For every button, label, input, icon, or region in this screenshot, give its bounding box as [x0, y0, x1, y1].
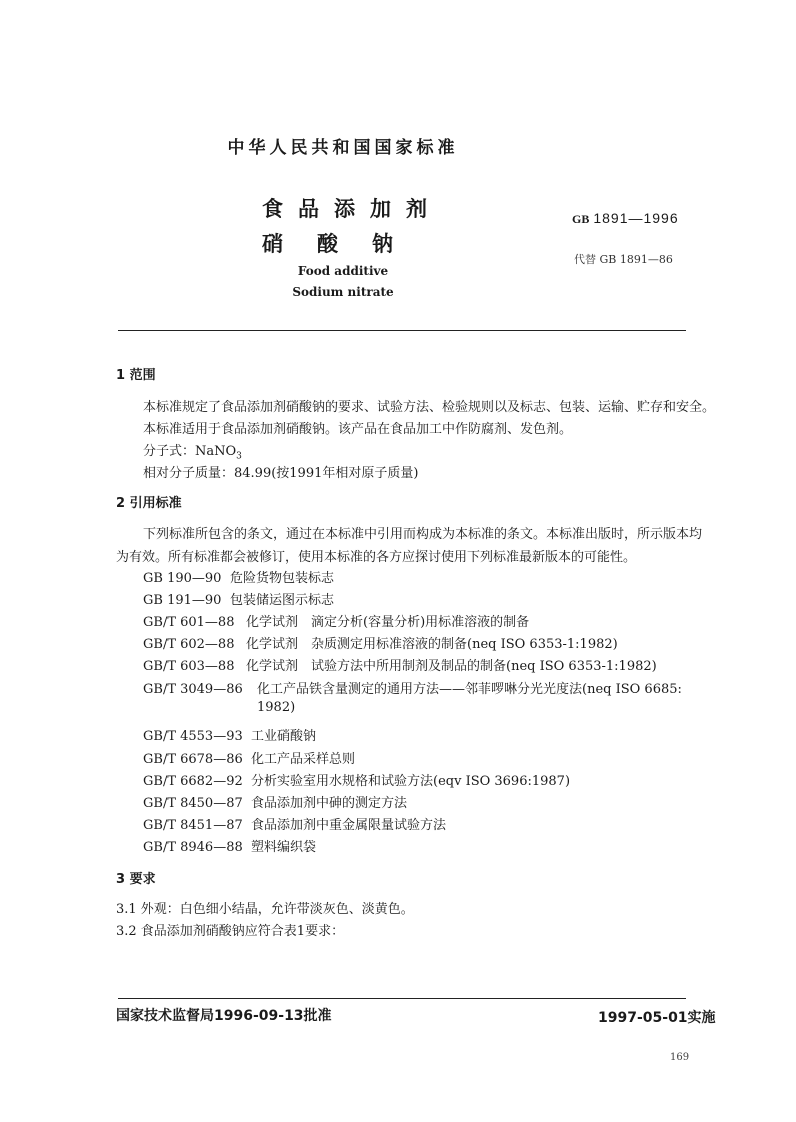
reference-title: 塑料编织袋 — [251, 840, 317, 855]
reference-code: GB/T 3049—86 — [143, 682, 243, 697]
reference-code: GB/T 601—88 — [143, 615, 235, 630]
reference-title: 分析实验室用水规格和试验方法(eqv ISO 3696:1987) — [251, 774, 571, 789]
formula-subscript: 3 — [236, 451, 242, 462]
standard-number-value: 1891—1996 — [593, 210, 679, 226]
section-1-heading: 1 范围 — [116, 368, 156, 383]
title-en-line2: Sodium nitrate — [292, 285, 394, 299]
reference-title: 食品添加剂中重金属限量试验方法 — [251, 818, 447, 833]
reference-code: GB/T 6682—92 — [143, 774, 243, 789]
requirement-3-1: 3.1 外观：白色细小结晶，允许带淡灰色、淡黄色。 — [116, 902, 414, 917]
reference-code: GB/T 8946—88 — [143, 840, 243, 855]
header-divider — [118, 330, 686, 331]
reference-code: GB 190—90 — [143, 571, 222, 586]
reference-item — [143, 678, 682, 697]
section-2-intro-line1: 下列标准所包含的条文，通过在本标准中引用而构成为本标准的条文。本标准出版时，所示版本均 — [143, 527, 703, 542]
reference-code: GB/T 602—88 — [143, 637, 235, 652]
reference-item — [143, 792, 407, 811]
section-3-heading: 3 要求 — [116, 872, 156, 887]
reference-code: GB/T 8450—87 — [143, 796, 243, 811]
molecular-formula — [143, 440, 242, 462]
reference-code: GB 191—90 — [143, 593, 222, 608]
approval-date: 国家技术监督局1996-09-13批准 — [116, 1008, 332, 1024]
reference-code: GB/T 8451—87 — [143, 818, 243, 833]
reference-title: 化工产品铁含量测定的通用方法——邻菲啰啉分光光度法(neq ISO 6685: — [257, 682, 682, 697]
title-cn-line2: 硝酸钠 — [262, 232, 427, 256]
page-number: 169 — [670, 1052, 690, 1063]
reference-title: 化学试剂 试验方法中所用制剂及制品的制备(neq ISO 6353-1:1982) — [246, 659, 657, 674]
reference-code: GB/T 4553—93 — [143, 729, 243, 744]
reference-title: 化学试剂 滴定分析(容量分析)用标准溶液的制备 — [246, 615, 530, 630]
section-1-paragraph-2: 本标准适用于食品添加剂硝酸钠。该产品在食品加工中作防腐剂、发色剂。 — [143, 422, 573, 437]
reference-code: GB/T 6678—86 — [143, 752, 243, 767]
reference-title: 食品添加剂中砷的测定方法 — [251, 796, 408, 811]
formula-label: 分子式：NaNO — [143, 444, 237, 459]
standard-prefix: GB — [572, 212, 590, 226]
reference-item — [143, 814, 446, 833]
reference-item — [143, 611, 529, 630]
title-en-line1: Food additive — [297, 264, 389, 278]
molecular-mass: 相对分子质量：84.99(按1991年相对原子质量) — [143, 466, 419, 481]
reference-title: 化学试剂 杂质测定用标准溶液的制备(neq ISO 6353-1:1982) — [246, 637, 618, 652]
reference-title: 化工产品采样总则 — [251, 752, 356, 767]
reference-code: GB/T 603—88 — [143, 659, 235, 674]
reference-item — [143, 633, 618, 652]
standard-number — [572, 210, 679, 227]
effective-date: 1997-05-01实施 — [598, 1010, 716, 1026]
reference-item — [143, 836, 316, 855]
reference-title: 工业硝酸钠 — [251, 729, 317, 744]
requirement-3-2: 3.2 食品添加剂硝酸钠应符合表1要求： — [116, 924, 345, 939]
footer-divider — [118, 998, 686, 999]
reference-item — [143, 655, 657, 674]
national-standard-heading: 中华人民共和国国家标准 — [227, 138, 459, 158]
reference-title: 危险货物包装标志 — [230, 571, 335, 586]
title-cn-line1: 食品添加剂 — [262, 197, 442, 221]
reference-item — [143, 725, 316, 744]
reference-item — [143, 748, 355, 767]
section-1-paragraph-1: 本标准规定了食品添加剂硝酸钠的要求、试验方法、检验规则以及标志、包装、运输、贮存和安全。 — [143, 400, 716, 415]
reference-item — [143, 770, 570, 789]
reference-title: 包装储运图示标志 — [230, 593, 335, 608]
section-2-intro-line2: 为有效。所有标准都会被修订，使用本标准的各方应探讨使用下列标准最新版本的可能性。 — [116, 550, 637, 565]
reference-item — [143, 589, 334, 608]
section-2-heading: 2 引用标准 — [116, 496, 182, 511]
reference-item — [143, 567, 334, 586]
reference-title-continuation: 1982) — [257, 700, 296, 715]
replaces-standard: 代替 GB 1891—86 — [574, 253, 673, 266]
